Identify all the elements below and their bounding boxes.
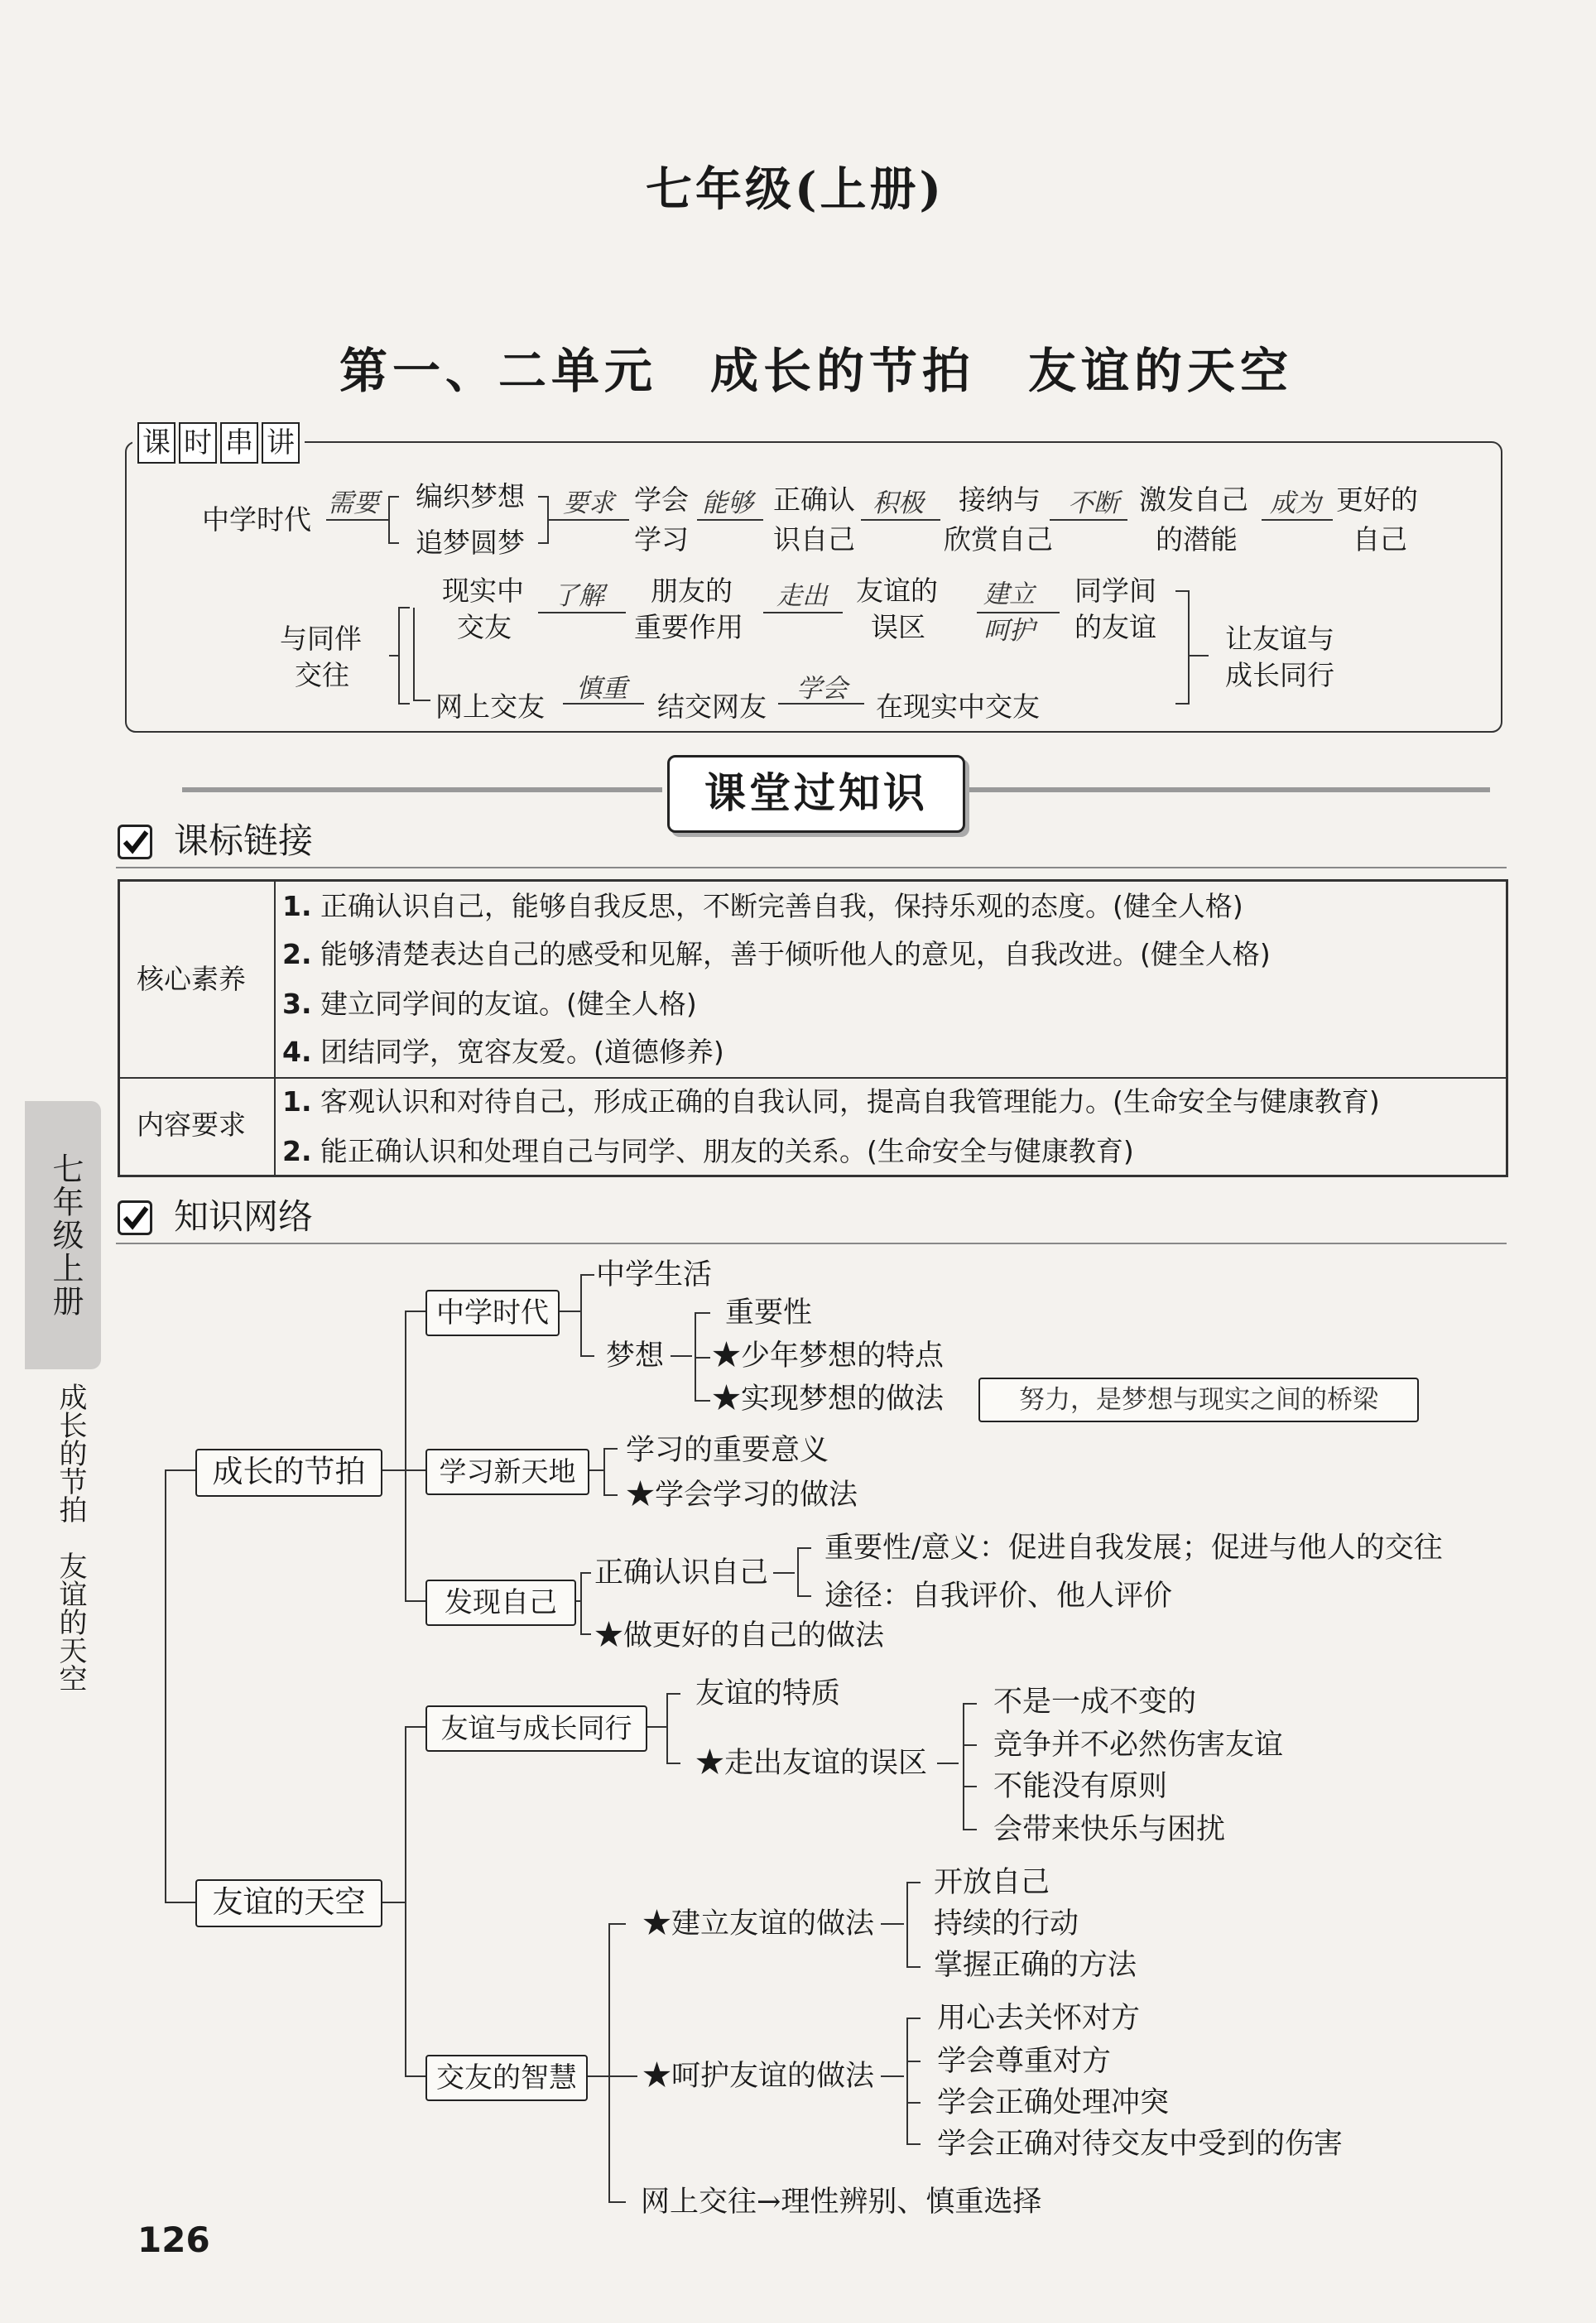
r2-ul1: 了解 (553, 581, 604, 611)
node-friend: 友谊的天空 (195, 1879, 382, 1927)
node-wis: 交友的智慧 (425, 2055, 588, 2101)
r2-ul3b: 呵护 (983, 616, 1035, 646)
myth-item: 不能没有原则 (993, 1770, 1168, 1803)
r1-node-2a: 正确认 (773, 483, 855, 516)
r2-u2b: 重要作用 (634, 611, 743, 643)
care-item: 用心去关怀对方 (937, 2002, 1141, 2035)
care-item: 学会尊重对方 (937, 2045, 1112, 2078)
r2-u3a: 友谊的 (856, 575, 938, 607)
core-label: 核心素养 (137, 963, 246, 995)
myth-item: 会带来快乐与困扰 (993, 1813, 1226, 1846)
tag-char: 串 (220, 422, 258, 464)
learn-imp: 学习的重要意义 (626, 1434, 829, 1467)
myth-item: 竞争并不必然伤害友谊 (993, 1729, 1284, 1762)
build-item: 掌握正确的方法 (934, 1949, 1137, 1982)
build-item: 持续的行动 (934, 1907, 1079, 1941)
r2-u4b: 的友谊 (1074, 611, 1156, 643)
r1-node-1a: 学会 (634, 483, 689, 516)
page-number: 126 (137, 2220, 210, 2260)
core-item: 3. 建立同学间的友谊。(健全人格) (282, 988, 697, 1020)
side-text: 成长的节拍 友谊的天空 (54, 1383, 87, 1692)
tag-char: 课 (137, 422, 175, 464)
care: ★呵护友谊的做法 (642, 2060, 875, 2093)
r2-u2a: 朋友的 (651, 575, 733, 607)
dream-do: ★实现梦想的做法 (712, 1383, 945, 1416)
r1-link-2: 要求 (563, 488, 614, 518)
node-grow: 成长的节拍 (195, 1449, 382, 1497)
r1-node-1b: 学习 (634, 523, 689, 556)
dream: 梦想 (606, 1339, 665, 1373)
side-tab-text: 七年级上册 (47, 1152, 84, 1318)
r1-node-4a: 激发自己 (1139, 483, 1248, 516)
network-heading: 知识网络 (174, 1196, 314, 1237)
r2-d2: 结交网友 (657, 690, 767, 723)
r1-link-4: 积极 (873, 488, 924, 518)
r1-link-6: 成为 (1270, 488, 1321, 518)
node-school: 中学时代 (425, 1290, 560, 1336)
node-learn: 学习新天地 (425, 1449, 589, 1495)
r2-ul2: 走出 (776, 581, 828, 611)
r1-node-3b: 欣赏自己 (944, 523, 1053, 556)
core-item: 2. 能够清楚表达自己的感受和见解，善于倾听他人的意见，自我改进。(健全人格) (282, 938, 1271, 970)
r2-d1: 网上交友 (435, 690, 545, 723)
req-item: 2. 能正确认识和处理自己与同学、朋友的关系。(生命安全与健康教育) (282, 1135, 1134, 1167)
check-icon (118, 825, 152, 859)
r2-end-b: 成长同行 (1225, 659, 1334, 691)
check-icon (118, 1200, 152, 1235)
r1-node-2b: 识自己 (773, 523, 855, 556)
r1-link-1: 需要 (328, 488, 379, 518)
node-fg: 友谊与成长同行 (425, 1705, 647, 1752)
r1-node-5a: 更好的 (1336, 483, 1418, 516)
self-way: 途径：自我评价、他人评价 (824, 1580, 1173, 1613)
r2-u1b: 交友 (457, 611, 512, 643)
build-item: 开放自己 (934, 1866, 1050, 1899)
core-item: 4. 团结同学，宽容友爱。(道德修养) (282, 1036, 724, 1068)
school-life: 中学生活 (596, 1258, 713, 1291)
req-label: 内容要求 (137, 1109, 246, 1141)
node-self: 发现自己 (425, 1580, 576, 1626)
learn-do: ★学会学习的做法 (626, 1479, 858, 1512)
self-know: 正确认识自己 (594, 1556, 769, 1590)
r2-u3b: 误区 (871, 611, 925, 643)
page-title: 七年级(上册) (646, 162, 945, 217)
r2-u4a: 同学间 (1074, 575, 1156, 607)
banner (667, 755, 965, 833)
care-item: 学会正确处理冲突 (937, 2086, 1170, 2119)
tag-char: 讲 (262, 422, 300, 464)
curriculum-table (118, 879, 1508, 1177)
r1-node-4b: 的潜能 (1156, 523, 1238, 556)
curriculum-heading: 课标链接 (174, 820, 314, 861)
r1-branch-b: 追梦圆梦 (416, 527, 525, 559)
tag-char: 时 (179, 422, 217, 464)
care-item: 学会正确对待交友中受到的伤害 (937, 2128, 1344, 2161)
build: ★建立友谊的做法 (642, 1907, 875, 1941)
self-better: ★做更好的自己的做法 (594, 1619, 885, 1652)
dream-feat: ★少年梦想的特点 (712, 1339, 945, 1373)
r2-ul3a: 建立 (983, 580, 1035, 609)
fg-myth: ★走出友谊的误区 (695, 1747, 928, 1780)
r1-branch-a: 编织梦想 (416, 480, 525, 512)
lesson-series-tag (132, 422, 305, 464)
myth-item: 不是一成不变的 (993, 1686, 1197, 1719)
r1-node-3a: 接纳与 (959, 483, 1041, 516)
req-item: 1. 客观认识和对待自己，形成正确的自我认同，提高自我管理能力。(生命安全与健康教育) (282, 1085, 1380, 1118)
r2-end-a: 让友谊与 (1225, 623, 1334, 655)
r2-dl1: 慎重 (576, 674, 627, 704)
fg-feat: 友谊的特质 (695, 1677, 841, 1710)
unit-title: 第一、二单元 成长的节拍 友谊的天空 (339, 343, 1294, 399)
r2-u1a: 现实中 (442, 575, 524, 607)
r1-link-3: 能够 (702, 488, 753, 518)
r2-d3: 在现实中交友 (876, 690, 1040, 723)
dream-imp: 重要性 (725, 1296, 813, 1330)
self-imp: 重要性/意义：促进自我发展；促进与他人的交往 (824, 1532, 1443, 1565)
banner-text: 课堂过知识 (704, 769, 928, 817)
r1-link-5: 不断 (1068, 488, 1119, 518)
r1-node-5b: 自己 (1353, 523, 1407, 556)
r2-dl2: 学会 (796, 674, 848, 704)
dream-note: 努力，是梦想与现实之间的桥梁 (978, 1378, 1419, 1422)
r2-start-a: 与同伴 (280, 623, 362, 655)
core-item: 1. 正确认识自己，能够自我反思，不断完善自我，保持乐观的态度。(健全人格) (282, 890, 1243, 922)
r1-start: 中学时代 (202, 503, 311, 536)
online: 网上交往→理性辨别、慎重选择 (641, 2186, 1042, 2219)
r2-start-b: 交往 (295, 659, 349, 691)
